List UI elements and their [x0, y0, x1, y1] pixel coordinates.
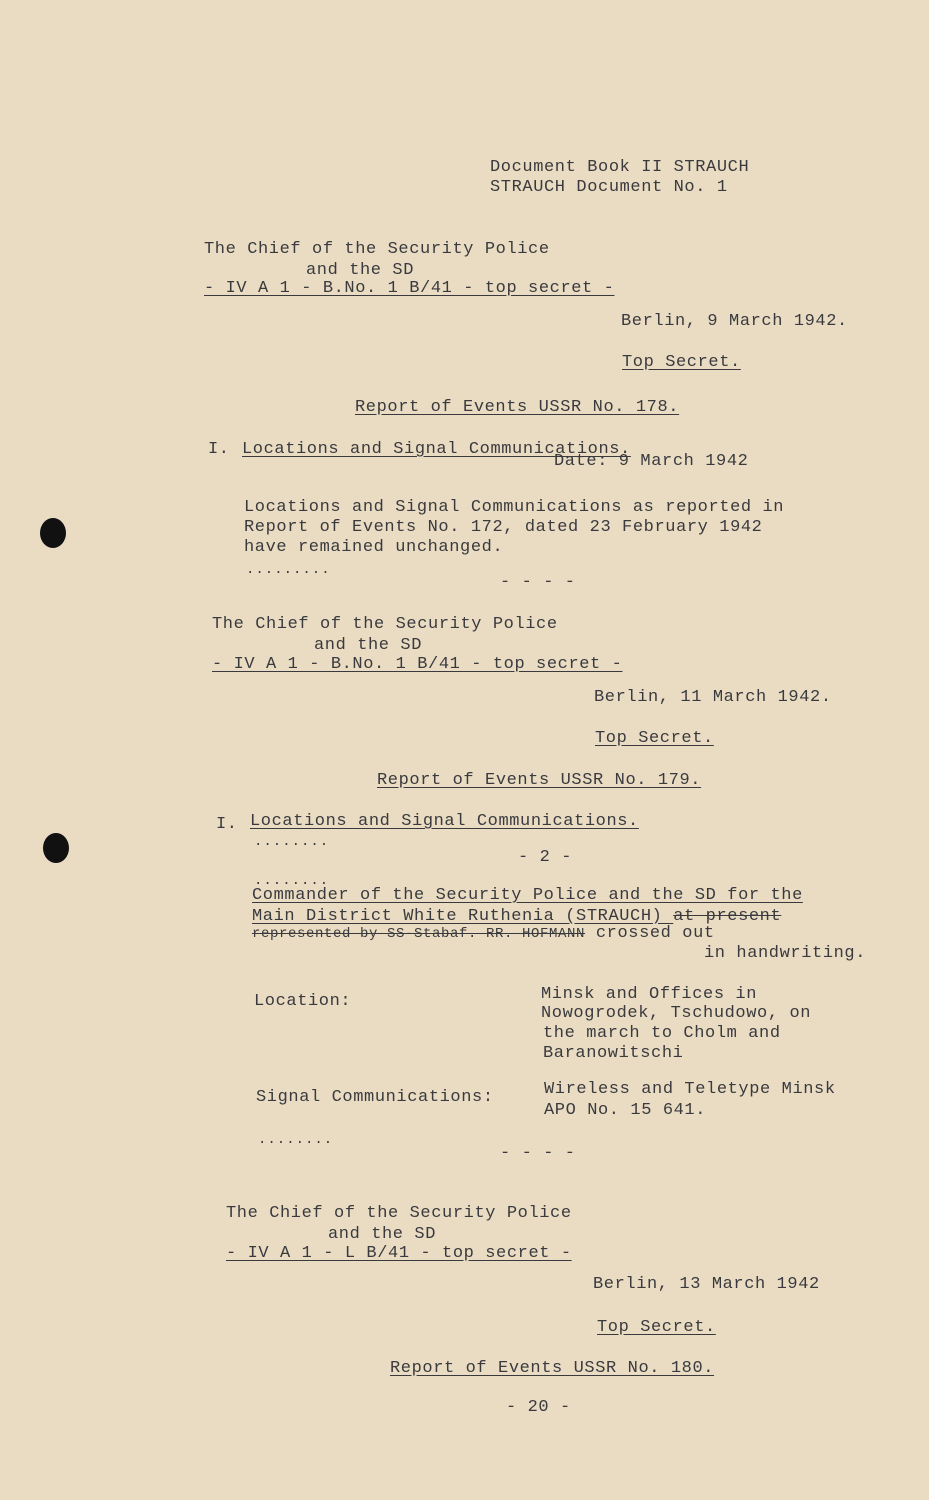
signal-value-1: Wireless and Teletype Minsk [544, 1080, 836, 1099]
separator: - - - - [500, 573, 576, 592]
reference-line: - IV A 1 - B.No. 1 B/41 - top secret - [212, 655, 623, 674]
place-date: Berlin, 13 March 1942 [593, 1275, 820, 1294]
place-date: Berlin, 11 March 1942. [594, 688, 832, 707]
handwriting-note-2: in handwriting. [704, 944, 867, 963]
body-line-2: Report of Events No. 172, dated 23 February 1942 [244, 518, 763, 537]
location-value-2: Nowogrodek, Tschudowo, on [541, 1004, 812, 1023]
sender-line-1: The Chief of the Security Police [204, 240, 550, 259]
handwriting-note: crossed out [585, 924, 715, 943]
sender-line-2: and the SD [328, 1225, 437, 1244]
commander-line-1: Commander of the Security Police and the SD for the [252, 886, 803, 905]
body-line-1: Locations and Signal Communications as reported in [244, 498, 785, 517]
reference-line: - IV A 1 - B.No. 1 B/41 - top secret - [204, 279, 615, 298]
classification: Top Secret. [622, 353, 741, 372]
separator: - - - - [500, 1144, 576, 1163]
item-number: I. [208, 440, 230, 459]
commander-name: Main District White Ruthenia (STRAUCH) [252, 907, 674, 926]
sender-line-2: and the SD [314, 636, 423, 655]
location-value-1: Minsk and Offices in [541, 985, 758, 1004]
sender-line-1: The Chief of the Security Police [226, 1204, 572, 1223]
item-heading: Locations and Signal Communications. [250, 812, 639, 831]
classification: Top Secret. [597, 1318, 716, 1337]
signal-label: Signal Communications: [256, 1088, 494, 1107]
body-line-3: have remained unchanged. [244, 538, 504, 557]
report-title: Report of Events USSR No. 178. [355, 398, 680, 417]
place-date: Berlin, 9 March 1942. [621, 312, 848, 331]
item-heading: Locations and Signal Communications. [242, 440, 631, 459]
punch-hole-top [40, 518, 66, 548]
crossed-text: at present [673, 907, 782, 926]
crossed-text: represented by SS-Stabaf. RR. HOFMANN [252, 926, 586, 942]
page-number: - 20 - [506, 1398, 571, 1417]
page-marker: - 2 - [518, 848, 573, 867]
reference-line: - IV A 1 - L B/41 - top secret - [226, 1244, 572, 1263]
location-value-3: the march to Cholm and [543, 1024, 781, 1043]
report-title: Report of Events USSR No. 180. [390, 1359, 715, 1378]
item-number: I. [216, 815, 238, 834]
signal-value-2: APO No. 15 641. [544, 1101, 707, 1120]
item-date: Date: 9 March 1942 [554, 452, 749, 471]
ellipsis: ......... [246, 562, 331, 578]
ellipsis: ........ [258, 1132, 334, 1148]
report-title: Report of Events USSR No. 179. [377, 771, 702, 790]
ellipsis: ........ [254, 873, 330, 889]
sender-line-2: and the SD [306, 261, 415, 280]
classification: Top Secret. [595, 729, 714, 748]
location-value-4: Baranowitschi [543, 1044, 684, 1063]
sender-line-1: The Chief of the Security Police [212, 615, 558, 634]
commander-line-3 [252, 924, 715, 944]
location-label: Location: [254, 992, 352, 1011]
header-line-2: STRAUCH Document No. 1 [490, 178, 728, 197]
header-line-1: Document Book II STRAUCH [490, 158, 750, 177]
ellipsis: ........ [254, 834, 330, 850]
punch-hole-bottom [43, 833, 69, 863]
